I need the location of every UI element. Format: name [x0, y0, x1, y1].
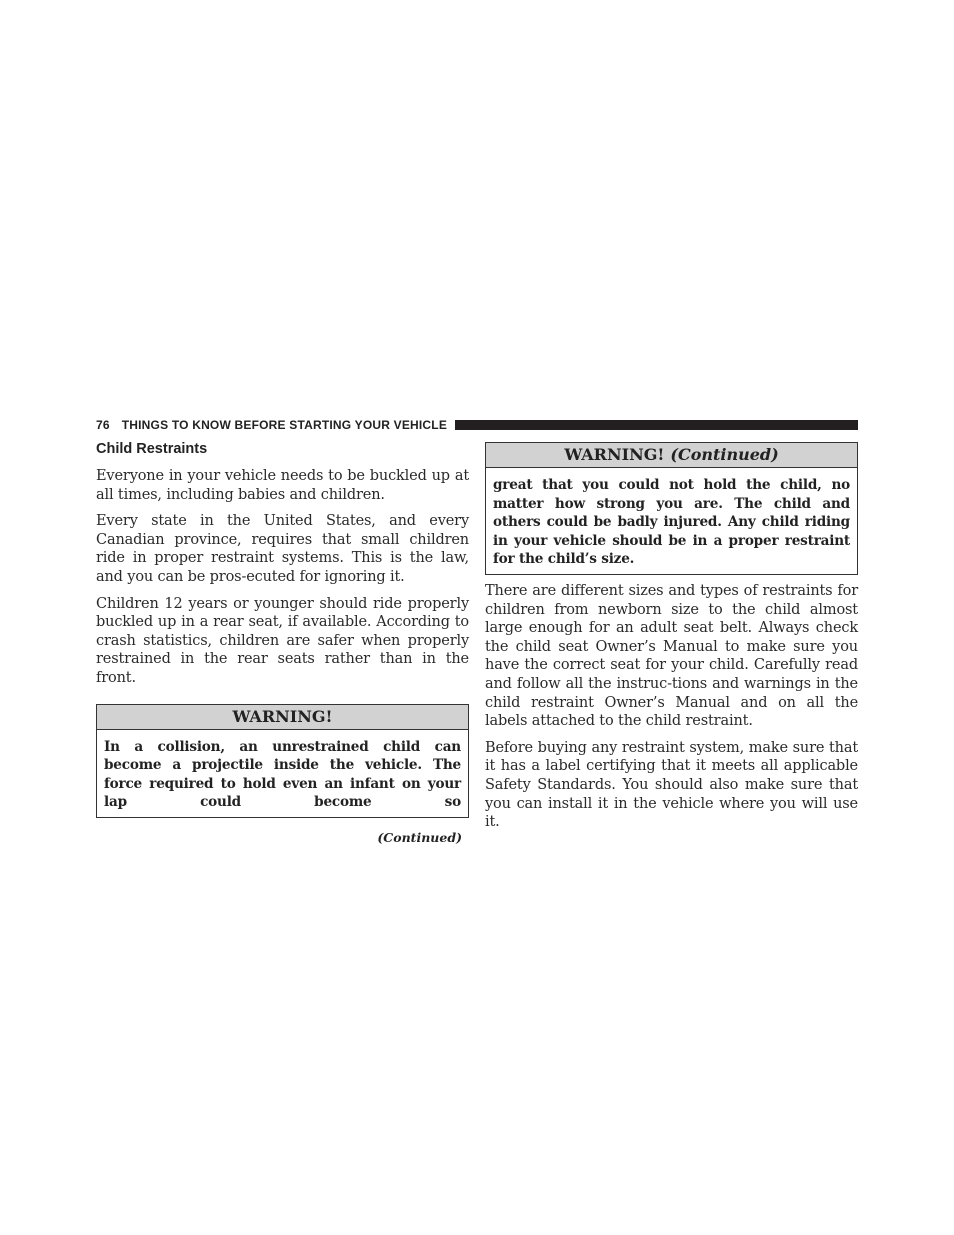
left-column — [96, 440, 469, 845]
warning-box-continued — [485, 442, 858, 575]
warning-title-text: WARNING! — [232, 706, 333, 726]
warning-title-text: WARNING! — [564, 445, 665, 464]
warning-title — [486, 443, 857, 468]
page-header — [96, 417, 858, 433]
paragraph-buying-advice: Before buying any restraint system, make sure that it has a label certifying that it meets all applicable Safety Standards. You should also make sure that you can install it in the vehicle where you will use it. — [485, 739, 858, 831]
header-rule-bar — [455, 420, 858, 430]
right-column — [485, 440, 858, 840]
warning-box — [96, 704, 469, 818]
chapter-title: THINGS TO KNOW BEFORE STARTING YOUR VEHICLE — [121, 418, 448, 432]
paragraph-restraint-types: There are different sizes and types of restraints for children from newborn size to the child almost large enough for an adult seat belt. Always check the child seat Owner’s Manual to make sure you have the correct seat for your child. Carefully read and follow all the instruc-tions and warnings in the child restraint Owner’s Manual and on all the labels attached to the child restraint. — [485, 582, 858, 730]
warning-body: In a collision, an unrestrained child can become a projectile inside the vehicle. The force required to hold even an infant on your lap could become so — [104, 738, 461, 811]
paragraph-buckle-up: Everyone in your vehicle needs to be buckled up at all times, including babies and children. — [96, 468, 469, 503]
warning-title — [97, 705, 468, 730]
warning-title-continued: (Continued) — [670, 445, 779, 464]
warning-body: great that you could not hold the child, no matter how strong you are. The child and others could be badly injured. Any child riding in your vehicle should be in a proper restraint for the child’s size. — [493, 477, 850, 568]
paragraph-law: Every state in the United States, and every Canadian province, requires that small children ride in proper restraint systems. This is the law, and you can be pros-ecuted for ignoring it. — [96, 513, 469, 585]
section-heading: Child Restraints — [96, 441, 208, 457]
paragraph-rear-seat: Children 12 years or younger should ride properly buckled up in a rear seat, if available. According to crash statistics, children are safer when properly restrained in the rear seats rather than in the front. — [96, 595, 469, 686]
continued-note: (Continued) — [377, 829, 462, 845]
page-number: 76 — [96, 418, 110, 432]
